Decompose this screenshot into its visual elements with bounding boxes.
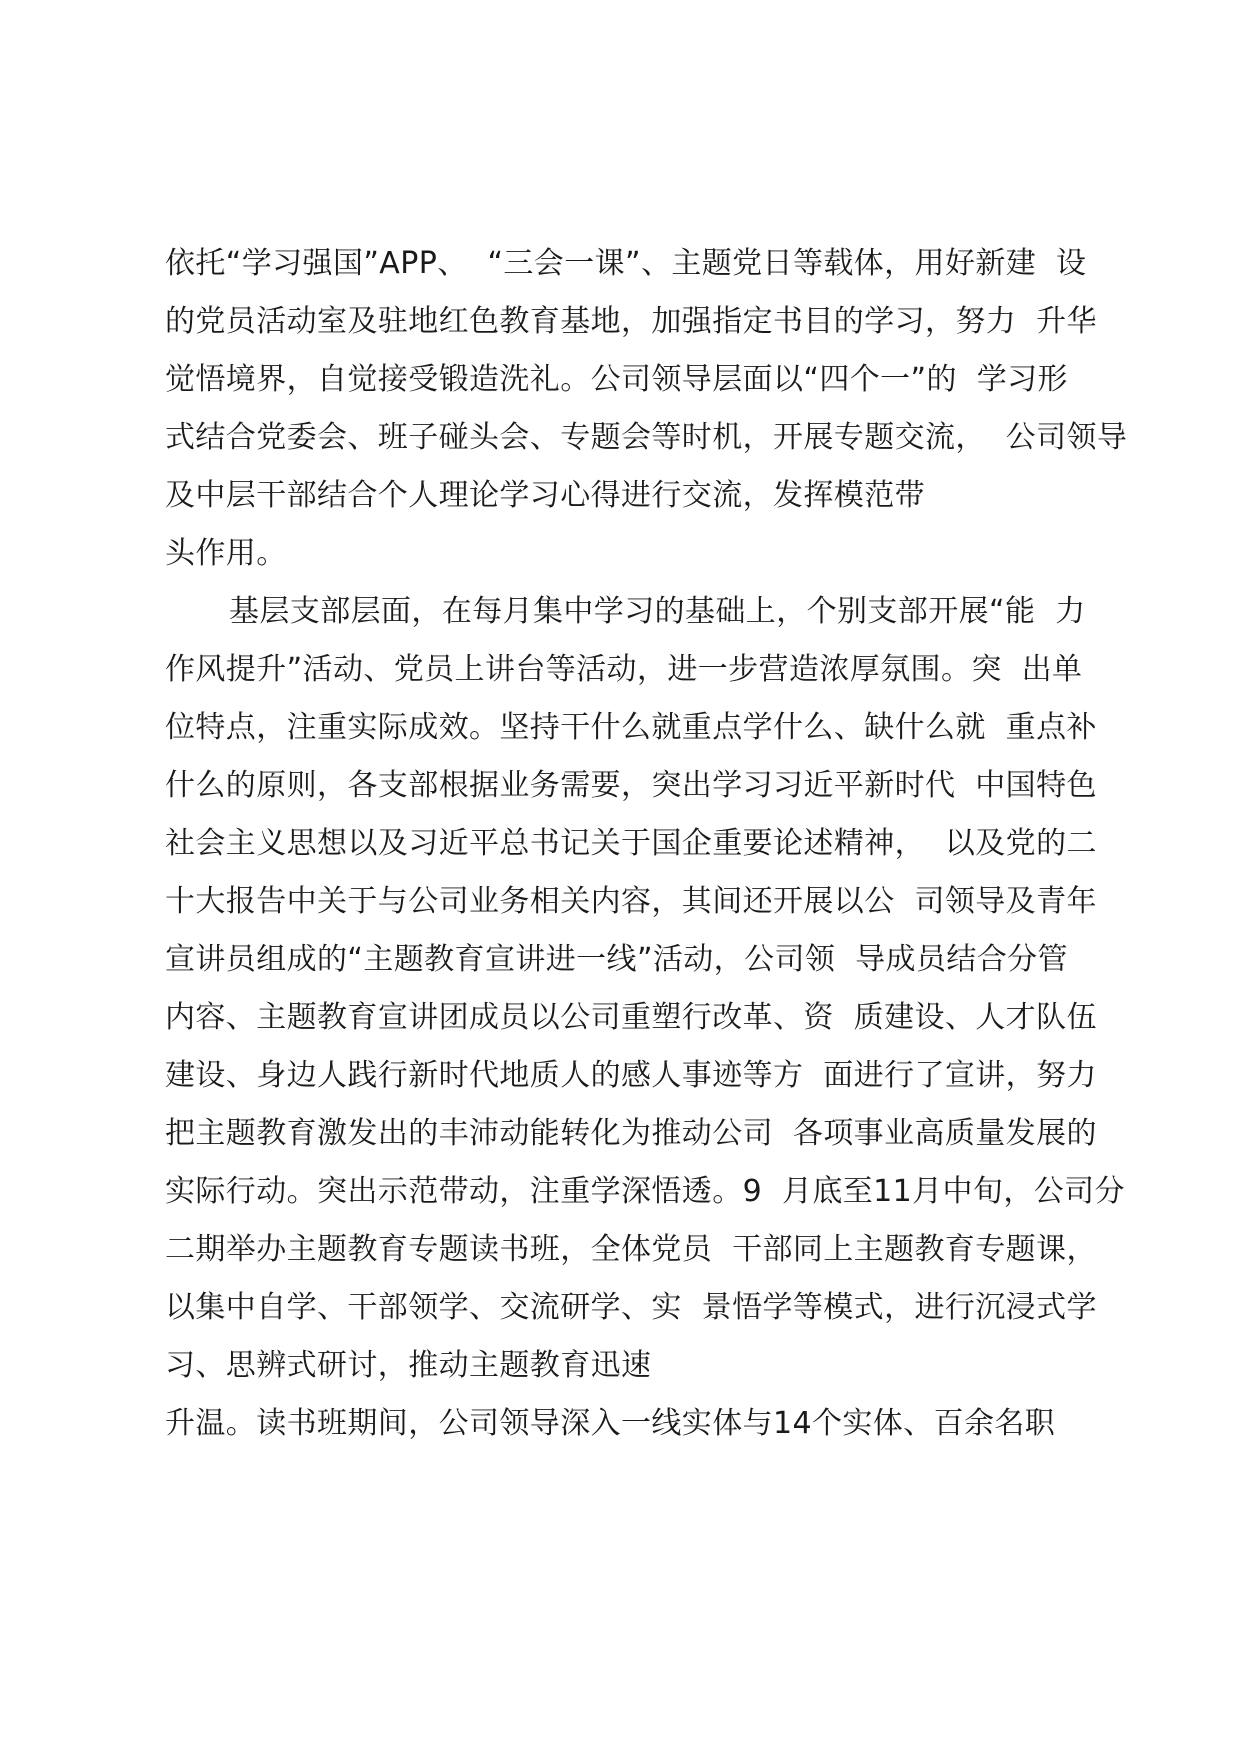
- paragraph-line: 建设、身边人践行新时代地质人的感人事迹等方 面进行了宣讲，努力: [165, 1058, 1097, 1093]
- paragraph-line: 依托“学习强国”APP、 “三会一课”、主题党日等载体，用好新建 设: [165, 246, 1087, 281]
- paragraph-line: 实际行动。突出示范带动，注重学深悟透。9 月底至11月中旬，公司分: [165, 1174, 1125, 1209]
- paragraph-line: 作风提升”活动、党员上讲台等活动，进一步营造浓厚氛围。突 出单: [165, 652, 1083, 687]
- paragraph-1: [165, 235, 1128, 583]
- paragraph-line: 什么的原则，各支部根据业务需要，突出学习习近平新时代 中国特色: [165, 768, 1097, 803]
- paragraph-line: 头作用。: [165, 536, 287, 571]
- paragraph-line: 把主题教育激发出的丰沛动能转化为推动公司 各项事业高质量发展的: [165, 1116, 1097, 1151]
- paragraph-line: 及中层干部结合个人理论学习心得进行交流，发挥模范带: [165, 478, 925, 513]
- paragraph-line: 十大报告中关于与公司业务相关内容，其间还开展以公 司领导及青年: [165, 884, 1097, 919]
- paragraph-line: 位特点，注重实际成效。坚持干什么就重点学什么、缺什么就 重点补: [165, 710, 1097, 745]
- paragraph-line: 内容、主题教育宣讲团成员以公司重塑行改革、资 质建设、人才队伍: [165, 1000, 1097, 1035]
- paragraph-line: 的党员活动室及驻地红色教育基地，加强指定书目的学习，努力 升华: [165, 304, 1097, 339]
- paragraph-line: 觉悟境界，自觉接受锻造洗礼。公司领导层面以“四个一”的 学习形: [165, 362, 1068, 397]
- paragraph-line: 以集中自学、干部领学、交流研学、实 景悟学等模式，进行沉浸式学: [165, 1290, 1097, 1325]
- paragraph-2: [165, 583, 1125, 1453]
- paragraph-line: 宣讲员组成的“主题教育宣讲进一线”活动，公司领 导成员结合分管: [165, 942, 1068, 977]
- paragraph-line: 社会主义思想以及习近平总书记关于国企重要论述精神， 以及党的二: [165, 826, 1097, 861]
- paragraph-line: 升温。读书班期间，公司领导深入一线实体与14个实体、百余名职: [165, 1406, 1056, 1441]
- paragraph-line: 二期举办主题教育专题读书班，全体党员 干部同上主题教育专题课，: [165, 1232, 1097, 1267]
- paragraph-line: 式结合党委会、班子碰头会、专题会等时机，开展专题交流， 公司领导: [165, 420, 1128, 455]
- paragraph-line: 习、思辨式研讨，推动主题教育迅速: [165, 1348, 652, 1383]
- paragraph-line: 基层支部层面，在每月集中学习的基础上，个别支部开展“能 力: [229, 594, 1086, 629]
- document-body: [165, 235, 1128, 1453]
